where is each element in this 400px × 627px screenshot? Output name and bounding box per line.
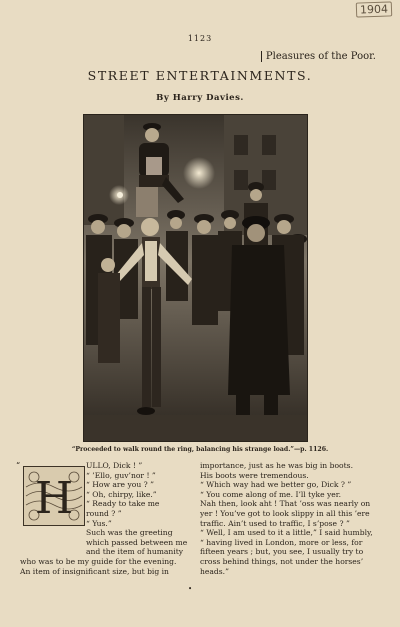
running-head: Pleasures of the Poor. bbox=[261, 51, 376, 62]
left-text-column bbox=[20, 461, 192, 576]
text-line: “ Well, I am used to it a little,” I said humbly, bbox=[200, 528, 373, 538]
text-line: cross behind things, not under the horses’ bbox=[200, 556, 364, 566]
text-line: “ having lived in London, more or less, for bbox=[200, 537, 363, 547]
text-line: and the item of humanity bbox=[86, 547, 184, 557]
street-scene-illustration bbox=[83, 114, 308, 442]
text-line: “ You come along of me. I’ll tyke yer. bbox=[200, 489, 341, 499]
text-line: round ? ” bbox=[86, 508, 122, 518]
text-line: “ Ready to take me bbox=[86, 499, 160, 509]
text-line: “ ’Ello, guv’nor ! ” bbox=[86, 470, 156, 480]
page-number: 1123 bbox=[187, 34, 213, 43]
text-line: importance, just as he was big in boots. bbox=[200, 461, 353, 470]
handwritten-year-note: 1904 bbox=[356, 1, 393, 17]
dropcap-letter: H bbox=[34, 473, 74, 524]
text-line: traffic. Ain’t used to traffic, I s’pose ? ” bbox=[200, 518, 350, 528]
byline: By Harry Davies. bbox=[156, 93, 244, 103]
right-text-column bbox=[200, 461, 382, 576]
text-line: which passed between me bbox=[86, 537, 188, 547]
text-line: “ Which way had we better go, Dick ? ” bbox=[200, 480, 352, 490]
text-line: fifteen years ; but, you see, I usually try to bbox=[200, 547, 364, 557]
text-line: Nah then, look aht ! That ’oss was nearly on bbox=[200, 499, 371, 509]
text-line: yer ! You’ve got to look slippy in all this ’ere bbox=[200, 508, 370, 518]
text-line: who was to be my guide for the evening. bbox=[20, 556, 177, 566]
text-line: An item of insignificant size, but big in bbox=[20, 566, 169, 576]
text-line: “ Oh, chirpy, like.” bbox=[86, 489, 157, 499]
text-line: “ Yus.” bbox=[86, 518, 112, 528]
text-line: heads.” bbox=[200, 566, 229, 576]
opening-quote: “ bbox=[16, 461, 21, 470]
text-line: “ How are you ? ” bbox=[86, 480, 155, 490]
text-line: ULLO, Dick ! ” bbox=[86, 461, 143, 470]
text-line: His boots were tremendous. bbox=[200, 470, 309, 480]
illustration-caption: “Proceeded to walk round the ring, balancing his strange load.”—p. 1126. bbox=[71, 446, 329, 453]
footer-mark: • bbox=[188, 585, 193, 593]
article-title: STREET ENTERTAINMENTS. bbox=[87, 68, 313, 83]
text-line: Such was the greeting bbox=[86, 528, 173, 538]
